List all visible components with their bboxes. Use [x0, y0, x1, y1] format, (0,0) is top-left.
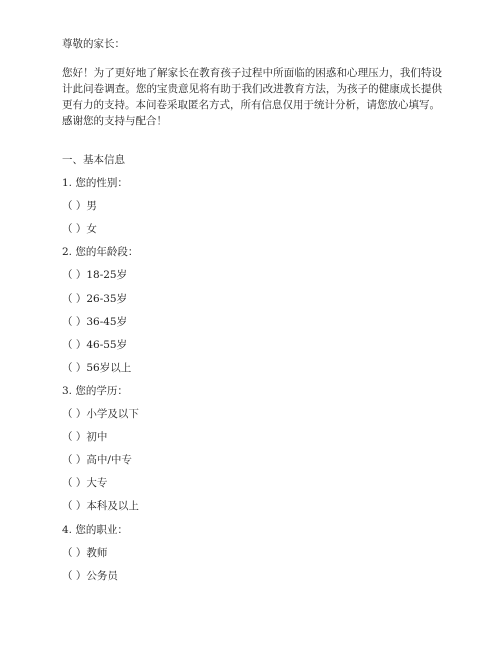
section-title: 一、基本信息 — [62, 154, 125, 166]
option-edu-senior[interactable]: （ ）高中/中专 — [62, 454, 132, 467]
option-job-teacher[interactable]: （ ）教师 — [62, 546, 108, 559]
option-edu-college[interactable]: （ ）大专 — [62, 477, 108, 490]
question-list — [62, 152, 139, 591]
option-edu-primary[interactable]: （ ）小学及以下 — [62, 408, 139, 421]
question-title: 2. 您的年龄段： — [62, 246, 139, 259]
option-edu-junior[interactable]: （ ）初中 — [62, 431, 108, 444]
option-male[interactable]: （ ）男 — [62, 200, 97, 213]
option-age-26-35[interactable]: （ ）26-35岁 — [62, 292, 128, 305]
question-title: 1. 您的性别： — [62, 177, 128, 190]
intro-text: 您好！为了更好地了解家长在教育孩子过程中所面临的困惑和心理压力，我们特设计此问卷调查。您的宝贵意见将有助于我们改进教育方法，为孩子的健康成长提供更有力的支持。本问卷采取匿名方式，所有信息仅用于统计分析，请您放心填写。 — [62, 67, 442, 111]
thanks-text: 感谢您的支持与配合！ — [62, 115, 167, 127]
question-title: 3. 您的学历： — [62, 384, 128, 397]
option-edu-bachelor[interactable]: （ ）本科及以上 — [62, 500, 139, 513]
greeting: 尊敬的家长： — [62, 38, 125, 50]
option-age-18-25[interactable]: （ ）18-25岁 — [62, 269, 128, 282]
option-job-civil-servant[interactable]: （ ）公务员 — [62, 569, 118, 582]
intro-paragraph — [62, 65, 442, 129]
option-female[interactable]: （ ）女 — [62, 223, 97, 236]
option-age-36-45[interactable]: （ ）36-45岁 — [62, 315, 128, 328]
question-title: 4. 您的职业： — [62, 523, 128, 536]
option-age-46-55[interactable]: （ ）46-55岁 — [62, 338, 128, 351]
option-age-56-plus[interactable]: （ ）56岁以上 — [62, 361, 132, 374]
